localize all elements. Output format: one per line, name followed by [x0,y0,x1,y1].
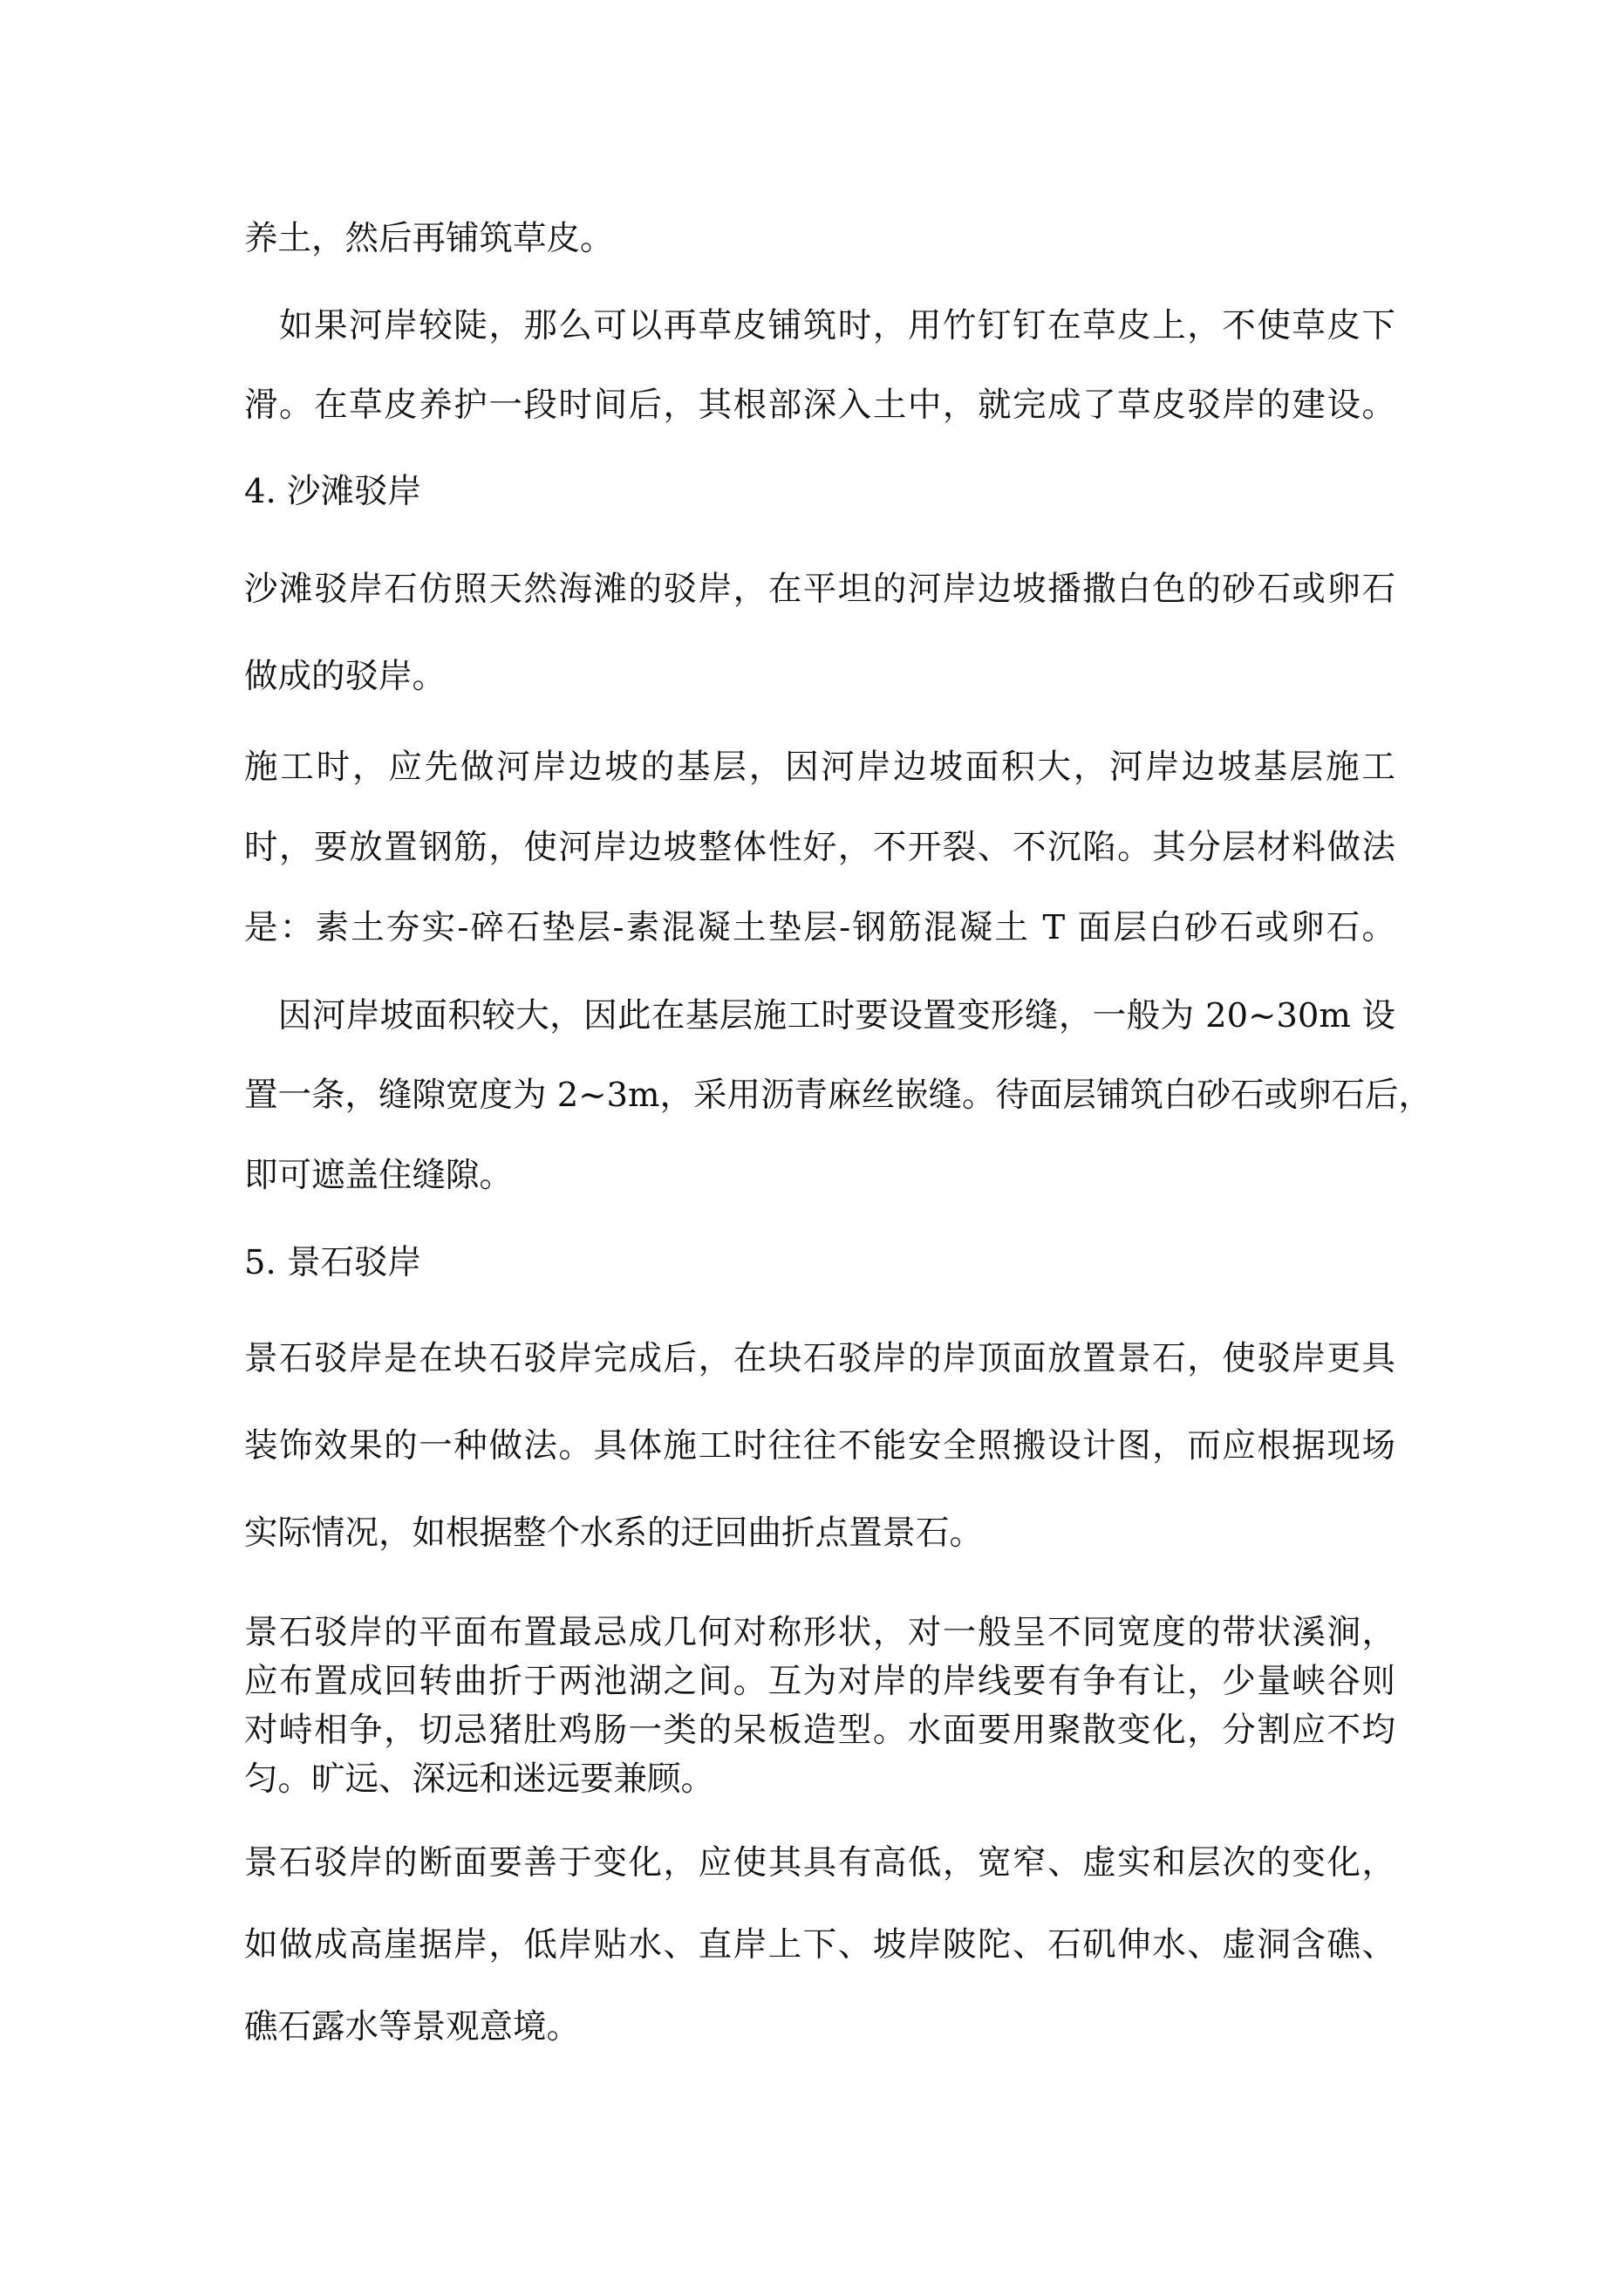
paragraph-line: 装饰效果的一种做法。具体施工时往往不能安全照搬设计图，而应根据现场 [244,1426,1395,1466]
paragraph-line: 是：素土夯实-碎石垫层-素混凝土垫层-钢筋混凝土 T 面层白砂石或卵石。 [244,908,1395,947]
paragraph-line: 施工时，应先做河岸边坡的基层，因河岸边坡面积大，河岸边坡基层施工 [244,748,1395,787]
paragraph-line: 礁石露水等景观意境。 [244,2007,581,2047]
paragraph-line: 做成的驳岸。 [244,657,447,696]
paragraph-line: 景石驳岸的平面布置最忌成几何对称形状，对一般呈不同宽度的带状溪涧， [244,1613,1395,1652]
paragraph-line: 即可遮盖住缝隙。 [244,1156,514,1195]
paragraph-line: 置一条，缝隙宽度为 2~3m，采用沥青麻丝嵌缝。待面层铺筑白砂石或卵石后， [244,1076,1432,1115]
paragraph-line: 景石驳岸的断面要善于变化，应使其具有高低，宽窄、虚实和层次的变化， [244,1843,1395,1883]
paragraph-line: 养土，然后再铺筑草皮。 [244,219,614,258]
paragraph-line: 滑。在草皮养护一段时间后，其根部深入土中，就完成了草皮驳岸的建设。 [244,386,1395,425]
paragraph-line: 应布置成回转曲折于两池湖之间。互为对岸的岸线要有争有让，少量峡谷则 [244,1662,1395,1701]
section-heading: 5. 景石驳岸 [244,1243,421,1282]
paragraph-line: 实际情况，如根据整个水系的迂回曲折点置景石。 [244,1514,984,1553]
paragraph-line: 如做成高崖据岸，低岸贴水、直岸上下、坡岸陂陀、石矶伸水、虚洞含礁、 [244,1925,1395,1965]
paragraph-line: 如果河岸较陡，那么可以再草皮铺筑时，用竹钉钉在草皮上，不使草皮下 [244,306,1395,345]
paragraph-line: 沙滩驳岸石仿照天然海滩的驳岸，在平坦的河岸边坡播撒白色的砂石或卵石 [244,570,1395,609]
paragraph-line: 对峙相争，切忌猪肚鸡肠一类的呆板造型。水面要用聚散变化，分割应不均 [244,1711,1395,1750]
paragraph-line: 景石驳岸是在块石驳岸完成后，在块石驳岸的岸顶面放置景石，使驳岸更具 [244,1339,1395,1378]
paragraph-line: 因河岸坡面积较大，因此在基层施工时要设置变形缝，一般为 20~30m 设 [244,996,1395,1035]
paragraph-line: 匀。旷远、深远和迷远要兼顾。 [244,1760,715,1799]
paragraph-line: 时，要放置钢筋，使河岸边坡整体性好，不开裂、不沉陷。其分层材料做法 [244,828,1395,867]
section-heading: 4. 沙滩驳岸 [244,472,421,511]
